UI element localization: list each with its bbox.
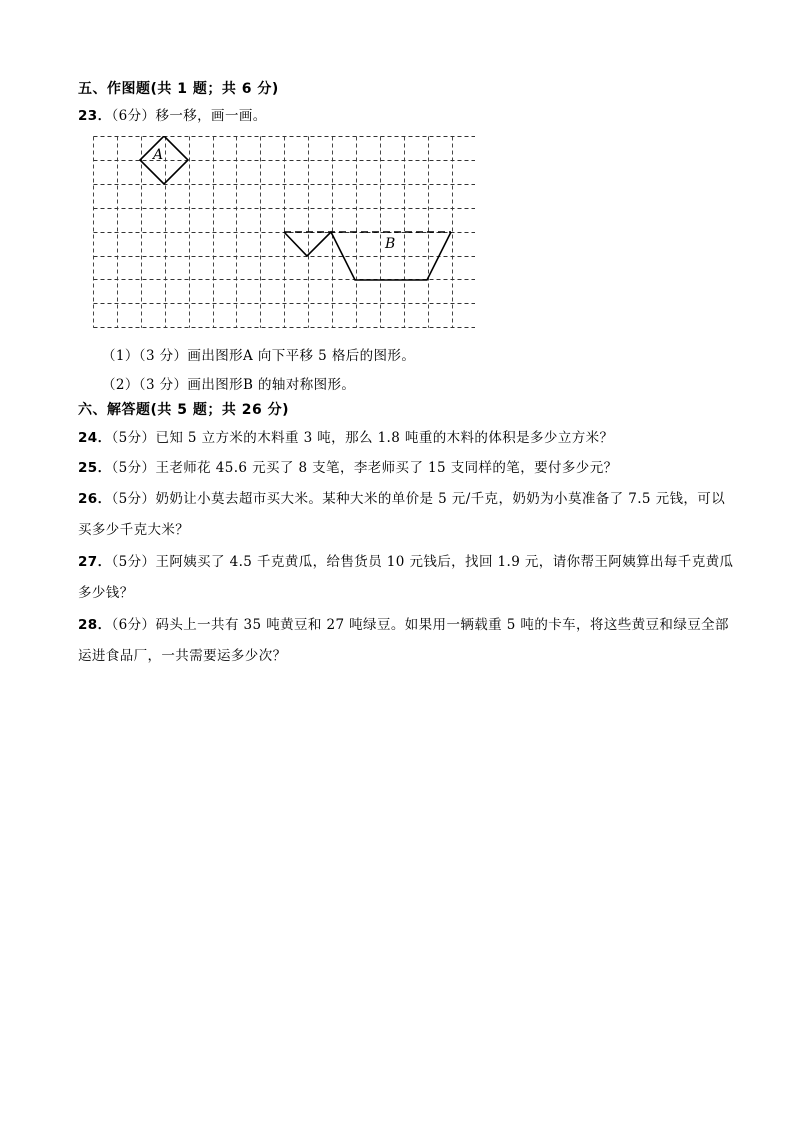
question-23-part-2: （2）（3 分）画出图形B 的轴对称图形。 — [102, 377, 356, 393]
section-six-title: 六、解答题(共 5 题；共 26 分) — [78, 402, 290, 418]
question-25-number: 25． — [78, 460, 112, 476]
figure-a-diamond — [140, 136, 188, 184]
question-26 — [78, 487, 725, 507]
grid-figure — [93, 136, 475, 328]
question-23-part-1: （1）（3 分）画出图形A 向下平移 5 格后的图形。 — [102, 348, 416, 364]
question-28-text-line-2: 运进食品厂，一共需要运多少次？ — [78, 648, 287, 664]
question-26-text-line-2: 买多少千克大米？ — [78, 522, 190, 538]
figure-b-label: B — [385, 236, 396, 252]
question-25-text: （5分）王老师花 45.6 元买了 8 支笔，李老师买了 15 支同样的笔，要付多少元？ — [111, 460, 618, 476]
question-28-number: 28． — [78, 617, 112, 633]
figure-b-outline — [284, 232, 451, 280]
question-23 — [78, 104, 267, 124]
question-24-text: （5分）已知 5 立方米的木料重 3 吨，那么 1.8 吨重的木料的体积是多少立方米？ — [111, 430, 614, 446]
question-27-text-line-1: （5分）王阿姨买了 4.5 千克黄瓜，给售货员 10 元钱后，找回 1.9 元，请你帮王阿姨算出每千克黄瓜 — [111, 554, 734, 570]
grid-svg — [93, 136, 475, 328]
question-23-number: 23． — [78, 108, 112, 124]
question-24-number: 24． — [78, 430, 112, 446]
question-27 — [78, 550, 733, 570]
figure-a-label: A — [153, 147, 164, 163]
question-24 — [78, 426, 613, 446]
question-27-number: 27． — [78, 554, 112, 570]
question-26-number: 26． — [78, 491, 112, 507]
question-27-text-line-2: 多少钱？ — [78, 585, 134, 601]
question-26-text-line-1: （5分）奶奶让小莫去超市买大米。某种大米的单价是 5 元/千克，奶奶为小莫准备了 7.5 元钱，可以 — [111, 491, 726, 507]
question-25 — [78, 456, 618, 476]
question-23-text: （6分）移一移，画一画。 — [111, 108, 267, 124]
section-five-title: 五、作图题(共 1 题；共 6 分) — [78, 81, 279, 97]
question-28-text-line-1: （6分）码头上一共有 35 吨黄豆和 27 吨绿豆。如果用一辆载重 5 吨的卡车，将这些黄豆和绿豆全部 — [111, 617, 729, 633]
question-28 — [78, 613, 729, 633]
